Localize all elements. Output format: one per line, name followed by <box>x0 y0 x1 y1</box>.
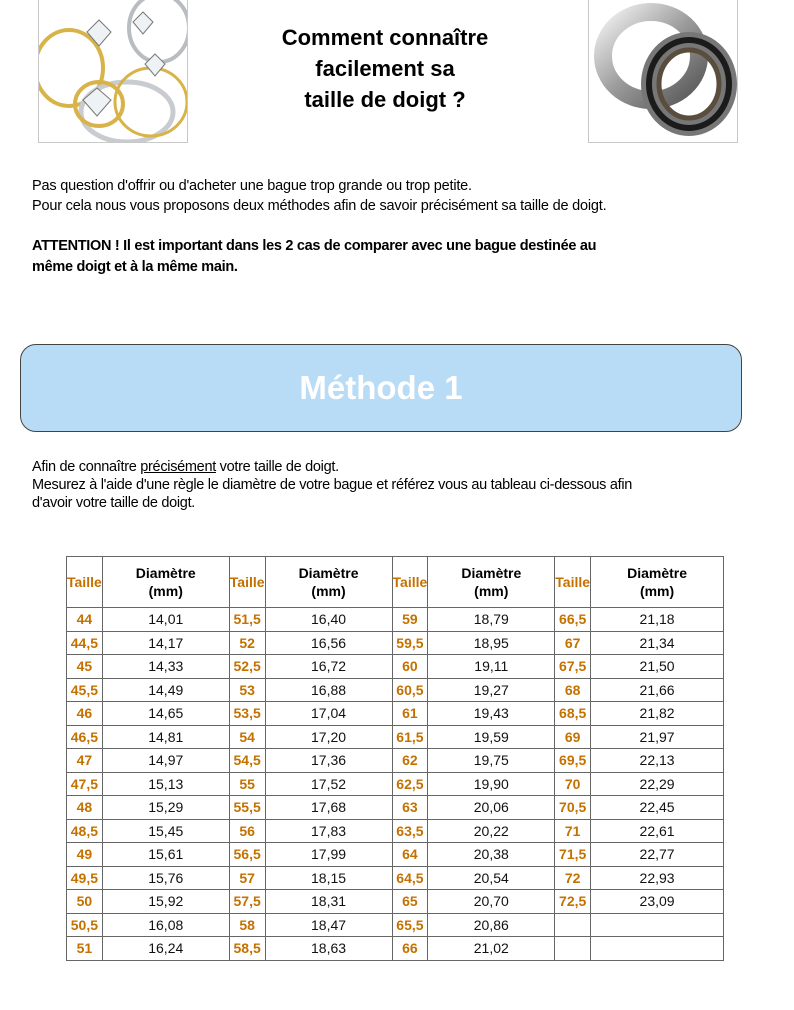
size-cell: 59 <box>392 608 428 632</box>
diameter-cell: 15,61 <box>102 843 229 867</box>
size-cell: 63,5 <box>392 819 428 843</box>
diameter-cell: 16,24 <box>102 937 229 961</box>
intro-line-1: Pas question d'offrir ou d'acheter une bague trop grande ou trop petite. <box>32 178 472 194</box>
size-cell: 62,5 <box>392 772 428 796</box>
size-cell: 56 <box>229 819 265 843</box>
diameter-cell: 17,83 <box>265 819 392 843</box>
diameter-cell: 17,68 <box>265 796 392 820</box>
size-cell: 62 <box>392 749 428 773</box>
size-cell: 58 <box>229 913 265 937</box>
size-cell: 60,5 <box>392 678 428 702</box>
header-diametre-unit: (mm) <box>148 583 183 599</box>
diameter-cell: 21,18 <box>591 608 724 632</box>
diameter-cell <box>591 937 724 961</box>
table-row <box>67 937 724 961</box>
diameter-cell: 22,45 <box>591 796 724 820</box>
size-cell: 50,5 <box>67 913 103 937</box>
size-cell: 67 <box>555 631 591 655</box>
size-cell: 66,5 <box>555 608 591 632</box>
header-diametre <box>591 557 724 608</box>
diameter-cell: 21,66 <box>591 678 724 702</box>
method-title: Méthode 1 <box>299 369 463 406</box>
attention-line-1: ATTENTION ! Il est important dans les 2 cas de comparer avec une bague destinée au <box>32 238 597 254</box>
header-taille: Taille <box>392 557 428 608</box>
diameter-cell: 15,13 <box>102 772 229 796</box>
size-cell: 59,5 <box>392 631 428 655</box>
desc-underlined: précisément <box>140 459 216 475</box>
table-row <box>67 702 724 726</box>
diameter-cell: 16,72 <box>265 655 392 679</box>
header-diametre-unit: (mm) <box>311 583 346 599</box>
diameter-cell: 14,97 <box>102 749 229 773</box>
size-cell: 55,5 <box>229 796 265 820</box>
size-cell: 68,5 <box>555 702 591 726</box>
diameter-cell: 21,97 <box>591 725 724 749</box>
size-cell: 53 <box>229 678 265 702</box>
diameter-cell: 14,17 <box>102 631 229 655</box>
diameter-cell: 21,50 <box>591 655 724 679</box>
size-cell: 45 <box>67 655 103 679</box>
diameter-cell: 20,38 <box>428 843 555 867</box>
ring-size-table <box>66 556 724 961</box>
size-cell: 70 <box>555 772 591 796</box>
size-cell: 52 <box>229 631 265 655</box>
header-diametre-label: Diamètre <box>298 565 359 581</box>
diameter-cell: 22,13 <box>591 749 724 773</box>
size-cell: 64,5 <box>392 866 428 890</box>
diameter-cell: 16,88 <box>265 678 392 702</box>
diameter-cell: 16,08 <box>102 913 229 937</box>
table-row <box>67 866 724 890</box>
diameter-cell: 18,31 <box>265 890 392 914</box>
table-row <box>67 678 724 702</box>
size-cell: 67,5 <box>555 655 591 679</box>
diameter-cell: 16,56 <box>265 631 392 655</box>
size-cell: 63 <box>392 796 428 820</box>
diameter-cell: 15,45 <box>102 819 229 843</box>
desc-line-1 <box>32 458 792 476</box>
diameter-cell: 19,75 <box>428 749 555 773</box>
diameter-cell: 16,40 <box>265 608 392 632</box>
header-diametre-unit: (mm) <box>474 583 509 599</box>
diameter-cell: 21,82 <box>591 702 724 726</box>
diameter-cell: 20,22 <box>428 819 555 843</box>
size-cell: 46,5 <box>67 725 103 749</box>
header-diametre <box>428 557 555 608</box>
diameter-cell: 18,63 <box>265 937 392 961</box>
attention-line-2: même doigt et à la même main. <box>32 259 238 275</box>
size-cell: 46 <box>67 702 103 726</box>
method-banner <box>20 344 742 432</box>
diameter-cell: 22,77 <box>591 843 724 867</box>
diameter-cell: 14,81 <box>102 725 229 749</box>
size-cell: 66 <box>392 937 428 961</box>
method-description <box>32 458 792 512</box>
table-row <box>67 749 724 773</box>
size-cell: 60 <box>392 655 428 679</box>
diameter-cell: 17,99 <box>265 843 392 867</box>
size-cell: 69 <box>555 725 591 749</box>
diameter-cell <box>591 913 724 937</box>
size-cell: 47,5 <box>67 772 103 796</box>
size-cell: 68 <box>555 678 591 702</box>
size-cell <box>555 937 591 961</box>
size-cell: 51,5 <box>229 608 265 632</box>
size-cell: 65,5 <box>392 913 428 937</box>
title-line-2: facilement sa <box>315 56 455 81</box>
size-cell <box>555 913 591 937</box>
diameter-cell: 19,11 <box>428 655 555 679</box>
diamond-rings-image <box>38 0 188 143</box>
table-row <box>67 843 724 867</box>
desc-line-2: Mesurez à l'aide d'une règle le diamètre de votre bague et référez vous au tableau ci-dessous afin <box>32 477 633 493</box>
size-cell: 45,5 <box>67 678 103 702</box>
diameter-cell: 17,20 <box>265 725 392 749</box>
diameter-cell: 14,33 <box>102 655 229 679</box>
page-title <box>230 22 540 115</box>
header-diametre <box>265 557 392 608</box>
table-row <box>67 725 724 749</box>
header-diametre-unit: (mm) <box>639 583 675 599</box>
header-diametre-label: Diamètre <box>461 565 522 581</box>
diameter-cell: 14,49 <box>102 678 229 702</box>
size-cell: 47 <box>67 749 103 773</box>
size-cell: 71 <box>555 819 591 843</box>
header-taille: Taille <box>555 557 591 608</box>
size-cell: 61,5 <box>392 725 428 749</box>
size-cell: 55 <box>229 772 265 796</box>
desc-suffix: votre taille de doigt. <box>215 459 339 475</box>
header-taille: Taille <box>67 557 103 608</box>
attention-notice <box>32 236 772 278</box>
diameter-cell: 21,34 <box>591 631 724 655</box>
diameter-cell: 17,04 <box>265 702 392 726</box>
size-cell: 50 <box>67 890 103 914</box>
size-cell: 64 <box>392 843 428 867</box>
diameter-cell: 14,65 <box>102 702 229 726</box>
diameter-cell: 20,54 <box>428 866 555 890</box>
size-cell: 54 <box>229 725 265 749</box>
diameter-cell: 15,92 <box>102 890 229 914</box>
diameter-cell: 19,43 <box>428 702 555 726</box>
size-cell: 69,5 <box>555 749 591 773</box>
header-diametre-label: Diamètre <box>135 565 196 581</box>
diameter-cell: 22,29 <box>591 772 724 796</box>
title-line-3: taille de doigt ? <box>304 87 466 112</box>
size-cell: 52,5 <box>229 655 265 679</box>
table-row <box>67 631 724 655</box>
size-cell: 48,5 <box>67 819 103 843</box>
diameter-cell: 20,70 <box>428 890 555 914</box>
diameter-cell: 19,90 <box>428 772 555 796</box>
size-cell: 53,5 <box>229 702 265 726</box>
diameter-cell: 22,93 <box>591 866 724 890</box>
table-row <box>67 890 724 914</box>
desc-prefix: Afin de connaître <box>32 459 141 475</box>
size-cell: 72,5 <box>555 890 591 914</box>
table-body <box>67 608 724 961</box>
size-cell: 56,5 <box>229 843 265 867</box>
diameter-cell: 21,02 <box>428 937 555 961</box>
diameter-cell: 19,27 <box>428 678 555 702</box>
size-cell: 57 <box>229 866 265 890</box>
size-cell: 51 <box>67 937 103 961</box>
diameter-cell: 20,06 <box>428 796 555 820</box>
size-cell: 48 <box>67 796 103 820</box>
diameter-cell: 17,52 <box>265 772 392 796</box>
header-taille: Taille <box>229 557 265 608</box>
size-cell: 72 <box>555 866 591 890</box>
size-cell: 71,5 <box>555 843 591 867</box>
header-diametre-label: Diamètre <box>627 565 688 581</box>
size-cell: 65 <box>392 890 428 914</box>
intro-text <box>32 176 606 216</box>
diameter-cell: 15,29 <box>102 796 229 820</box>
wedding-bands-image <box>588 0 738 143</box>
diameter-cell: 22,61 <box>591 819 724 843</box>
size-cell: 44 <box>67 608 103 632</box>
diameter-cell: 23,09 <box>591 890 724 914</box>
diameter-cell: 15,76 <box>102 866 229 890</box>
size-cell: 61 <box>392 702 428 726</box>
diameter-cell: 20,86 <box>428 913 555 937</box>
diameter-cell: 18,47 <box>265 913 392 937</box>
size-cell: 54,5 <box>229 749 265 773</box>
table-row <box>67 796 724 820</box>
diameter-cell: 18,79 <box>428 608 555 632</box>
diameter-cell: 17,36 <box>265 749 392 773</box>
table-header-row <box>67 557 724 608</box>
intro-line-2: Pour cela nous vous proposons deux méthodes afin de savoir précisément sa taille de doigt. <box>32 198 607 214</box>
size-cell: 49 <box>67 843 103 867</box>
size-cell: 58,5 <box>229 937 265 961</box>
diameter-cell: 19,59 <box>428 725 555 749</box>
size-cell: 57,5 <box>229 890 265 914</box>
table-row <box>67 655 724 679</box>
desc-line-3: d'avoir votre taille de doigt. <box>32 495 196 511</box>
size-cell: 70,5 <box>555 796 591 820</box>
header-diametre <box>102 557 229 608</box>
diameter-cell: 18,95 <box>428 631 555 655</box>
diameter-cell: 18,15 <box>265 866 392 890</box>
size-cell: 49,5 <box>67 866 103 890</box>
table-row <box>67 819 724 843</box>
size-cell: 44,5 <box>67 631 103 655</box>
diameter-cell: 14,01 <box>102 608 229 632</box>
table-row <box>67 913 724 937</box>
table-row <box>67 772 724 796</box>
table-row <box>67 608 724 632</box>
title-line-1: Comment connaître <box>281 25 489 50</box>
